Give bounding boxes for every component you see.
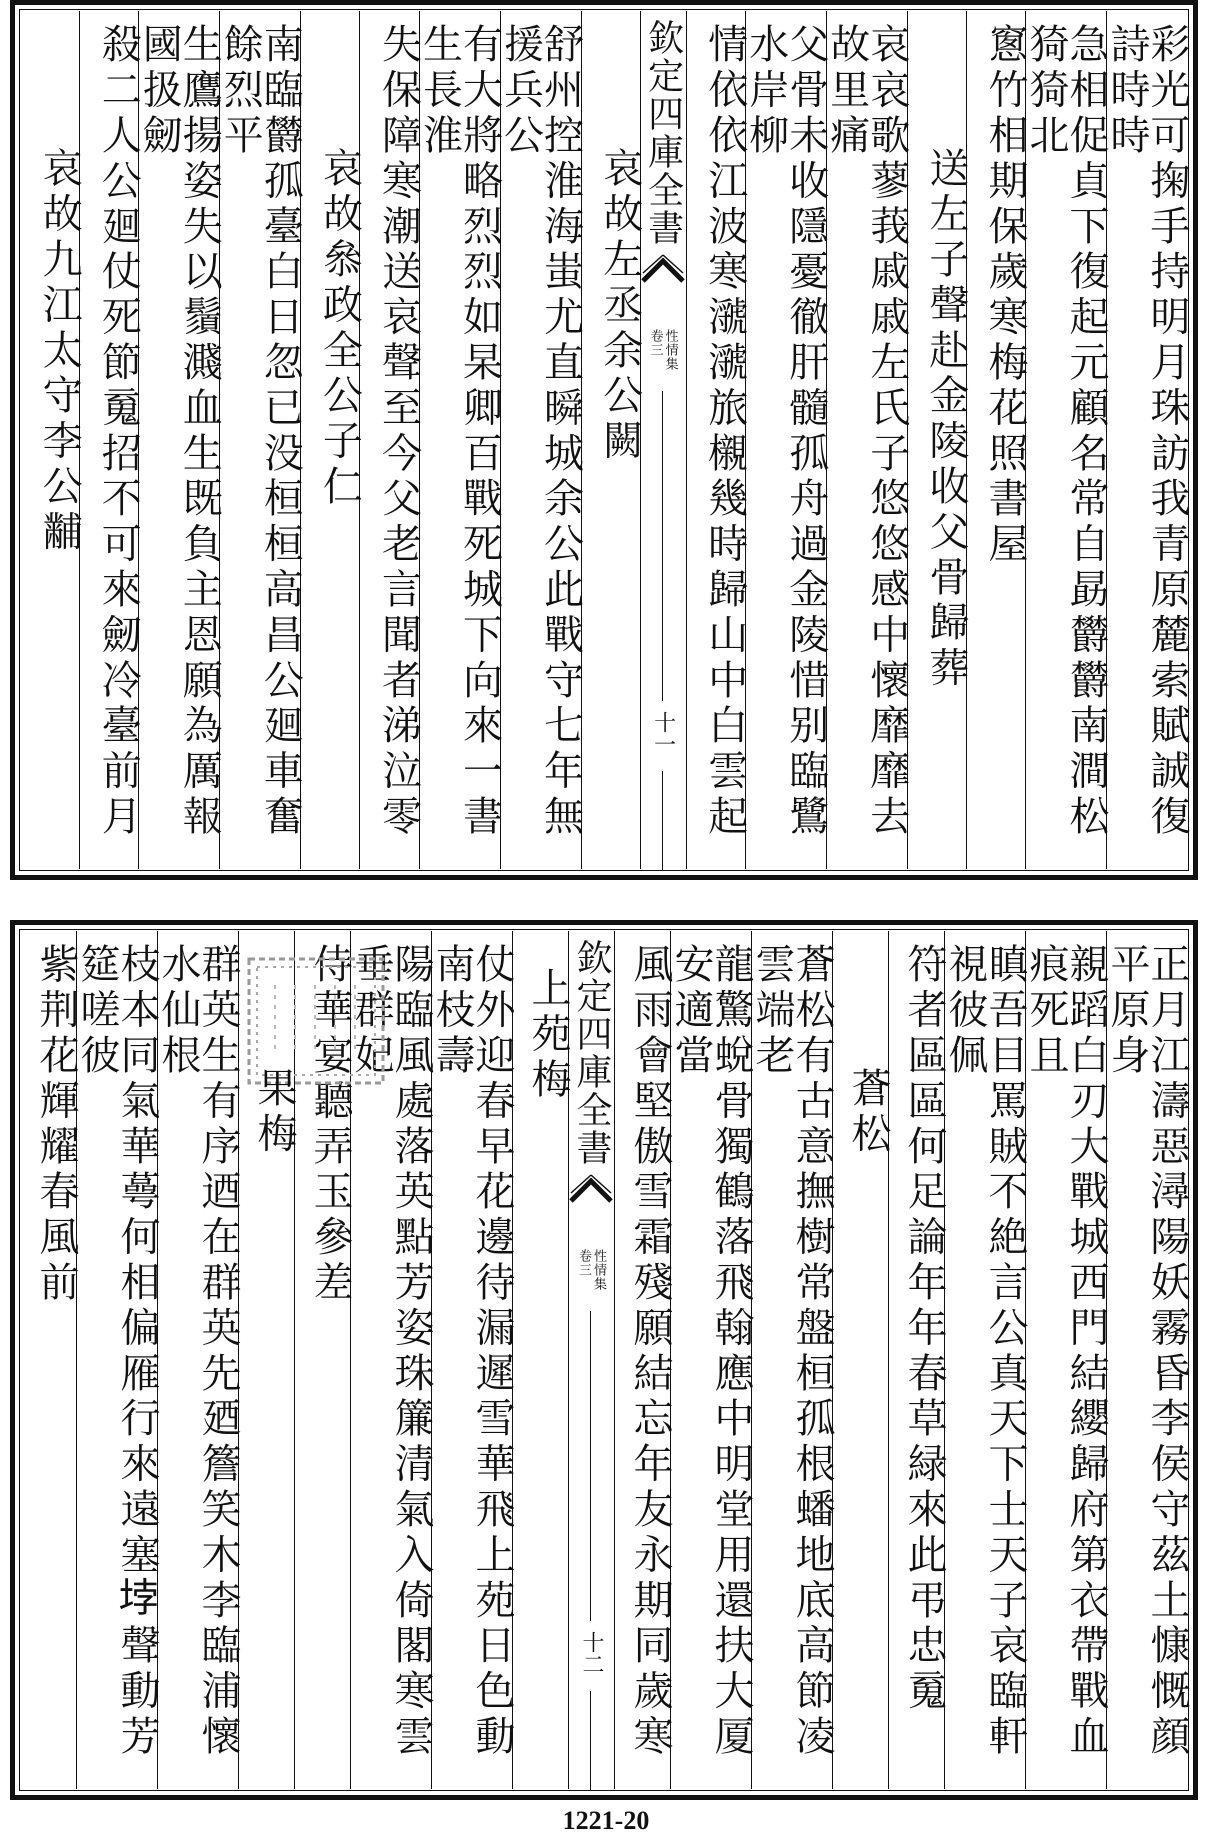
text-column: 符者區區何足論年年春草緑來此弔忠䰟 xyxy=(888,931,944,1789)
text-column: 急相促貞下復起元顧名常自勗欝欝南澗松猗猗北 xyxy=(1025,11,1106,869)
fish-tail-mark-icon xyxy=(571,1175,611,1203)
lower-half-page xyxy=(10,920,1198,1800)
poem-title: 上苑梅 xyxy=(512,931,568,1789)
poem-title xyxy=(238,931,297,1789)
book-title: 欽定四庫全書 xyxy=(642,19,684,247)
book-title: 欽定四庫全書 xyxy=(571,939,612,1167)
text-column: 群英生有序迺在群英先廼簷笑木李臨浦懷水仙根 xyxy=(157,931,238,1789)
poem-title: 哀故九江太守李公黼 xyxy=(36,147,83,556)
text-column: 風雨會堅傲雪霜殘願結忘年友永期同歲寒 xyxy=(614,931,670,1789)
text-column: 父骨未收隱憂徹肝髓孤舟過金陵惜别臨鷺水岸柳 xyxy=(745,11,826,869)
text-column: 窻竹相期保歲寒梅花照書屋 xyxy=(966,11,1025,869)
volume-label xyxy=(571,1249,611,1291)
text-column: 殺二人公廻仗死節䰟招不可來劒冷臺前月 xyxy=(79,11,138,869)
poem-title: 蒼松 xyxy=(832,931,888,1789)
text-column: 南臨欝孤臺白日忽已没桓桓高昌公廻車奮餘烈平 xyxy=(219,11,300,869)
text-column: 瞋吾目罵賊不絶言公真天下士天子哀臨軒視彼佩 xyxy=(944,931,1025,1789)
text-column: 侍華宴聽弄玉參差 xyxy=(294,931,350,1789)
text-columns xyxy=(21,11,1190,869)
text-column: 陽臨風處落英點芳姿珠簾清氣入倚閣寒雲垂群妃 xyxy=(350,931,431,1789)
text-column: 彩光可掬手持明月珠訪我青原麓索賦誠復詩時時 xyxy=(1106,11,1187,869)
folio-rule xyxy=(590,1691,591,1791)
folio-rule xyxy=(662,771,663,871)
folio-rule xyxy=(662,391,663,701)
text-column: 親蹈白刃大戰城西門結纓歸府第衣帶戰血痕死且 xyxy=(1025,931,1106,1789)
text-column: 紫荆花輝耀春風前 xyxy=(33,943,79,1307)
text-column: 正月江濤惡潯陽妖霧昏李侯守茲土慷慨顔平原身 xyxy=(1106,931,1187,1789)
text-column: 舒州控淮海蚩尤直𣊬城余公此戰守七年無援兵公 xyxy=(500,11,581,869)
volume-collection: 性情集 xyxy=(662,329,678,371)
volume-number: 卷三 xyxy=(576,1249,591,1277)
poem-title-text: 果梅 xyxy=(251,1067,297,1158)
volume-collection: 性情集 xyxy=(591,1249,606,1291)
text-column: 生鷹揚姿失以鬚濺血生既負主恩願為厲報國扱劒 xyxy=(138,11,219,869)
text-column: 蒼松有古意撫樹常盤桓孤根蟠地底高節凌雲端老 xyxy=(751,931,832,1789)
center-fold-column xyxy=(640,11,686,869)
upper-half-page xyxy=(10,0,1198,880)
center-fold-column xyxy=(568,931,614,1789)
page-number: 1221-20 xyxy=(562,1806,650,1835)
volume-number: 卷三 xyxy=(647,329,663,357)
poem-title: 送左子聲赴金陵收父骨歸葬 xyxy=(907,11,966,869)
folio-number: 十一 xyxy=(650,711,676,755)
text-column: 哀哀歌蓼莪戚戚左氏子悠悠感中懷靡靡去故里痛 xyxy=(826,11,907,869)
text-columns xyxy=(21,931,1190,1789)
text-column: 情依依江波寒㶁㶁旅櫬幾時歸山中白雲起 xyxy=(686,11,745,869)
volume-label xyxy=(643,329,683,371)
text-column: 龍驚蛻骨獨鶴落飛翰應中明堂用還扶大厦安適當 xyxy=(670,931,751,1789)
text-column: 仗外迎春早花邊待漏遲雪華飛上苑日色動南枝壽 xyxy=(431,931,512,1789)
text-column: 失保障寒潮送哀聲至今父老言聞者涕泣零 xyxy=(359,11,418,869)
poem-title: 哀故叅政全公子仁 xyxy=(300,11,359,869)
poem-title: 哀故左丞余公闕 xyxy=(581,11,640,869)
fish-tail-mark-icon xyxy=(643,255,683,283)
folio-rule xyxy=(590,1311,591,1621)
text-column: 有大將略烈烈如杲卿百戰死城下向來一書生長淮 xyxy=(419,11,500,869)
folio-number: 十二 xyxy=(579,1631,604,1675)
text-column: 枝本同氣華蕚何相偏雁行來遠塞𡋯聲動芳筵嗟彼 xyxy=(76,931,157,1789)
